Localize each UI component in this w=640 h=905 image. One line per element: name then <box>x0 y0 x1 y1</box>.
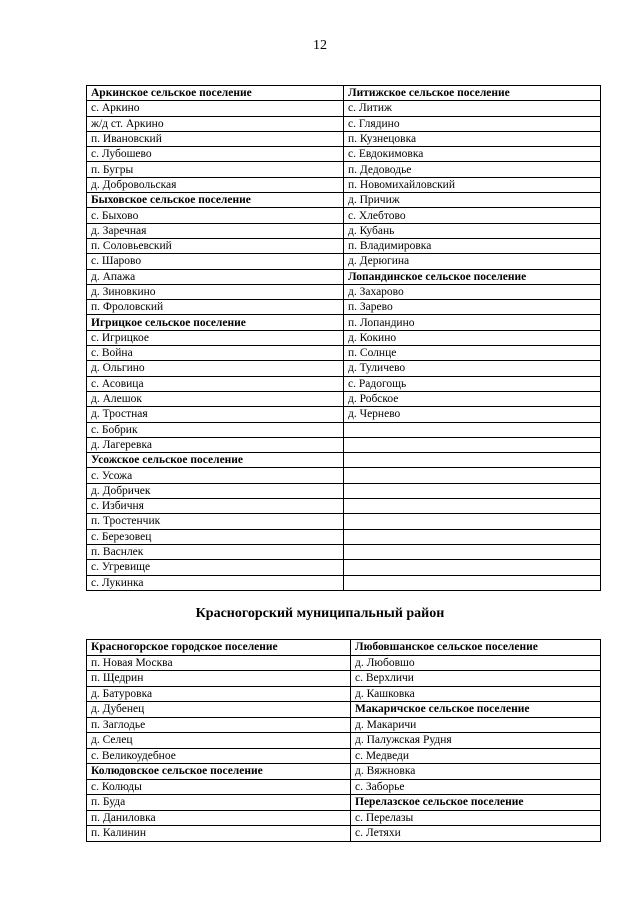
table-row <box>87 284 601 299</box>
settlement-cell: с. Великоудебное <box>87 748 351 764</box>
settlement-cell: п. Новомихайловский <box>344 177 601 192</box>
settlement-cell: п. Тростенчик <box>87 514 344 529</box>
settlement-cell: с. Быхово <box>87 208 344 223</box>
settlement-cell: с. Перелазы <box>351 810 601 826</box>
settlement-cell: п. Дедоводье <box>344 162 601 177</box>
settlement-cell: д. Лагеревка <box>87 437 344 452</box>
page-number: 12 <box>313 38 327 53</box>
table-row <box>87 529 601 544</box>
table-row <box>87 177 601 192</box>
table-row <box>87 223 601 238</box>
table-row <box>87 575 601 590</box>
district-title: Красногорский муниципальный район <box>195 606 445 621</box>
table-row <box>87 795 601 811</box>
settlement-cell: с. Лубошево <box>87 147 344 162</box>
settlement-header-cell: Быховское сельское поселение <box>87 193 344 208</box>
table-row <box>87 826 601 842</box>
settlement-header-cell: Колюдовское сельское поселение <box>87 764 351 780</box>
table-row <box>87 193 601 208</box>
settlement-cell: с. Игрицкое <box>87 330 344 345</box>
settlement-cell: д. Любовшо <box>351 655 601 671</box>
settlement-cell: с. Шарово <box>87 254 344 269</box>
table-row <box>87 131 601 146</box>
settlement-cell: д. Палужская Рудня <box>351 733 601 749</box>
table-row <box>87 717 601 733</box>
settlement-cell <box>344 453 601 468</box>
settlement-cell: с. Колюды <box>87 779 351 795</box>
settlement-cell: п. Васнлек <box>87 544 344 559</box>
settlement-cell: с. Усожа <box>87 468 344 483</box>
table-row <box>87 315 601 330</box>
settlement-cell: д. Вяжновка <box>351 764 601 780</box>
settlement-header-cell: Игрицкое сельское поселение <box>87 315 344 330</box>
settlement-cell: д. Робское <box>344 391 601 406</box>
settlement-cell: с. Хлебтово <box>344 208 601 223</box>
settlement-cell: п. Заглодье <box>87 717 351 733</box>
table-row <box>87 514 601 529</box>
table-row <box>87 748 601 764</box>
settlement-cell: д. Тростная <box>87 407 344 422</box>
settlement-cell: д. Заречная <box>87 223 344 238</box>
settlement-cell: с. Асовица <box>87 376 344 391</box>
settlement-cell: д. Кубань <box>344 223 601 238</box>
settlement-cell: д. Туличево <box>344 361 601 376</box>
table-row <box>87 810 601 826</box>
settlement-cell: п. Владимировка <box>344 238 601 253</box>
table-row <box>87 269 601 284</box>
settlement-cell: с. Аркино <box>87 101 344 116</box>
table-row <box>87 453 601 468</box>
settlement-cell: п. Фроловский <box>87 300 344 315</box>
settlement-cell: с. Медведи <box>351 748 601 764</box>
table-row <box>87 499 601 514</box>
table-row <box>87 346 601 361</box>
settlement-header-cell: Красногорское городское поселение <box>87 640 351 656</box>
table-row <box>87 300 601 315</box>
settlement-cell: д. Чернево <box>344 407 601 422</box>
settlement-cell <box>344 514 601 529</box>
settlement-cell: с. Верхличи <box>351 671 601 687</box>
table-row <box>87 116 601 131</box>
settlement-cell: п. Бугры <box>87 162 344 177</box>
settlement-cell <box>344 575 601 590</box>
table-row <box>87 376 601 391</box>
table-row <box>87 101 601 116</box>
settlements-table-1 <box>86 85 601 591</box>
table-row <box>87 391 601 406</box>
table-row <box>87 764 601 780</box>
table-row <box>87 238 601 253</box>
table-row <box>87 407 601 422</box>
table-row <box>87 86 601 101</box>
settlement-cell <box>344 560 601 575</box>
settlement-cell: п. Буда <box>87 795 351 811</box>
table-row <box>87 686 601 702</box>
settlement-cell: д. Батуровка <box>87 686 351 702</box>
settlement-cell: с. Глядино <box>344 116 601 131</box>
settlement-cell: п. Калинин <box>87 826 351 842</box>
settlement-cell: с. Бобрик <box>87 422 344 437</box>
table-row <box>87 162 601 177</box>
settlement-cell: д. Дерюгина <box>344 254 601 269</box>
settlement-cell: с. Лукинка <box>87 575 344 590</box>
settlement-header-cell: Литижское сельское поселение <box>344 86 601 101</box>
settlement-cell: д. Зиновкино <box>87 284 344 299</box>
table-row <box>87 640 601 656</box>
table-row <box>87 544 601 559</box>
settlement-header-cell: Аркинское сельское поселение <box>87 86 344 101</box>
settlement-cell <box>344 483 601 498</box>
settlement-cell: п. Новая Москва <box>87 655 351 671</box>
table-row <box>87 361 601 376</box>
settlement-cell: д. Захарово <box>344 284 601 299</box>
table-row <box>87 655 601 671</box>
settlement-cell <box>344 499 601 514</box>
settlement-cell: д. Дубенец <box>87 702 351 718</box>
settlement-cell <box>344 529 601 544</box>
settlement-cell: д. Добровольская <box>87 177 344 192</box>
settlement-cell: д. Селец <box>87 733 351 749</box>
table-row <box>87 671 601 687</box>
table-row <box>87 702 601 718</box>
settlement-header-cell: Перелазское сельское поселение <box>351 795 601 811</box>
table-row <box>87 483 601 498</box>
settlement-cell: п. Лопандино <box>344 315 601 330</box>
settlement-cell: с. Литиж <box>344 101 601 116</box>
settlement-cell: с. Евдокимовка <box>344 147 601 162</box>
settlement-cell: п. Соловьевский <box>87 238 344 253</box>
settlement-cell <box>344 422 601 437</box>
settlement-cell: с. Угревище <box>87 560 344 575</box>
table-row <box>87 779 601 795</box>
settlement-cell: с. Война <box>87 346 344 361</box>
table-row <box>87 254 601 269</box>
table-row <box>87 330 601 345</box>
table-row <box>87 147 601 162</box>
table-row <box>87 560 601 575</box>
settlement-cell: д. Ольгино <box>87 361 344 376</box>
settlement-cell: с. Заборье <box>351 779 601 795</box>
settlement-cell: п. Зарево <box>344 300 601 315</box>
settlement-cell: д. Апажа <box>87 269 344 284</box>
settlement-cell: д. Добричек <box>87 483 344 498</box>
table-row <box>87 208 601 223</box>
settlement-header-cell: Макаричское сельское поселение <box>351 702 601 718</box>
settlements-table-2 <box>86 639 601 842</box>
settlement-header-cell: Любовшанское сельское поселение <box>351 640 601 656</box>
table-row <box>87 468 601 483</box>
settlement-cell <box>344 437 601 452</box>
settlement-cell: с. Радогощь <box>344 376 601 391</box>
settlement-cell: д. Кокино <box>344 330 601 345</box>
settlement-cell: с. Березовец <box>87 529 344 544</box>
settlement-cell: п. Солнце <box>344 346 601 361</box>
settlement-cell: д. Алешок <box>87 391 344 406</box>
settlement-cell: ж/д ст. Аркино <box>87 116 344 131</box>
settlement-cell: п. Даниловка <box>87 810 351 826</box>
settlement-header-cell: Усожское сельское поселение <box>87 453 344 468</box>
table-row <box>87 422 601 437</box>
settlement-cell: п. Кузнецовка <box>344 131 601 146</box>
settlement-cell: д. Кашковка <box>351 686 601 702</box>
table-row <box>87 437 601 452</box>
settlement-cell <box>344 468 601 483</box>
settlement-header-cell: Лопандинское сельское поселение <box>344 269 601 284</box>
settlement-cell: д. Макаричи <box>351 717 601 733</box>
settlement-cell: д. Причиж <box>344 193 601 208</box>
settlement-cell: с. Избичня <box>87 499 344 514</box>
settlement-cell: п. Ивановский <box>87 131 344 146</box>
settlement-cell <box>344 544 601 559</box>
table-row <box>87 733 601 749</box>
settlement-cell: п. Щедрин <box>87 671 351 687</box>
settlement-cell: с. Летяхи <box>351 826 601 842</box>
